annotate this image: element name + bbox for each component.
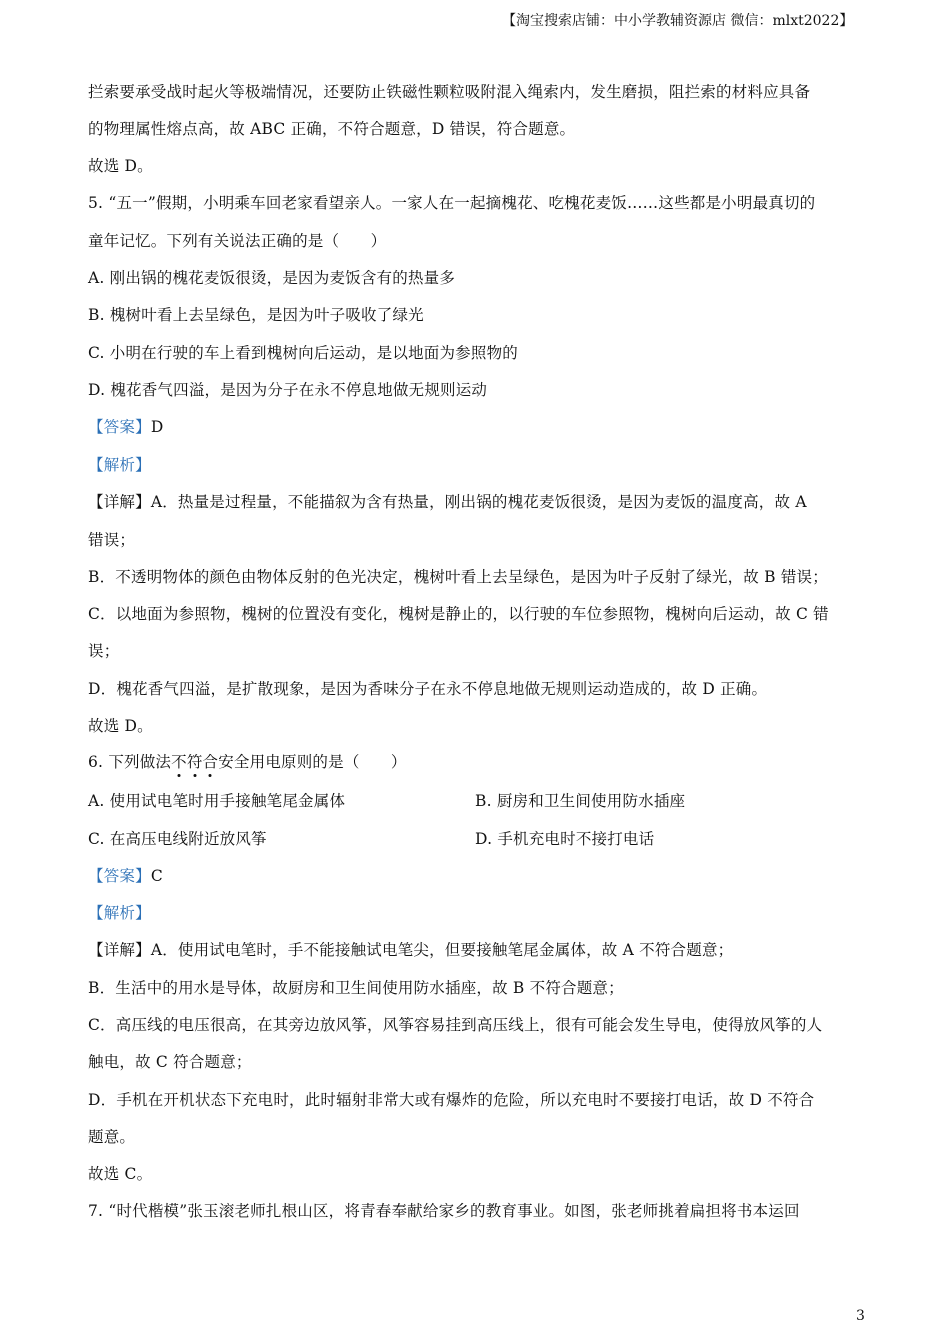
q5-detail-label: 【详解】 (88, 493, 151, 511)
q6-stem-emphasis-2: 符 (186, 753, 203, 771)
q6-explanation-2: B．生活中的用水是导体，故厨房和卫生间使用防水插座，故 B 不符合题意； (88, 979, 624, 997)
q6-conclusion: 故选 C。 (88, 1165, 153, 1183)
q5-explanation-6: D．槐花香气四溢，是扩散现象，是因为香味分子在永不停息地做无规则运动造成的，故 D 正确。 (88, 680, 768, 698)
q5-option-a: A. 刚出锅的槐花麦饭很烫，是因为麦饭含有的热量多 (88, 269, 456, 287)
q5-explanation-1 (88, 492, 807, 512)
q5-answer-label: 【答案】 (88, 418, 151, 436)
q6-stem-pre: 6. 下列做法 (88, 753, 172, 771)
q5-option-c: C. 小明在行驶的车上看到槐树向后运动，是以地面为参照物的 (88, 344, 518, 362)
q6-answer-value: C (150, 867, 163, 885)
q5-stem-line-2: 童年记忆。下列有关说法正确的是（ ） (88, 232, 387, 250)
q6-answer-label: 【答案】 (88, 867, 151, 885)
q5-explanation-5: 误； (88, 642, 120, 660)
page-header: 【淘宝搜索店铺：中小学教辅资源店 微信：mlxt2022】 (502, 13, 854, 29)
q6-explanation-3: C．高压线的电压很高，在其旁边放风筝，风筝容易挂到高压线上，很有可能会发生导电，使得放风筝的人 (88, 1016, 823, 1034)
q5-option-d: D. 槐花香气四溢，是因为分子在永不停息地做无规则运动 (88, 381, 488, 399)
q5-option-b: B. 槐树叶看上去呈绿色，是因为叶子吸收了绿光 (88, 306, 424, 324)
page-number: 3 (856, 1308, 865, 1324)
q6-analysis-label: 【解析】 (88, 904, 151, 922)
q6-stem-emphasis-3: 合 (202, 753, 219, 771)
q5-explanation-1-text: A．热量是过程量，不能描叙为含有热量，刚出锅的槐花麦饭很烫，是因为麦饭的温度高，故 A (150, 493, 807, 511)
q5-analysis-label: 【解析】 (88, 456, 151, 474)
q6-option-b: B. 厨房和卫生间使用防水插座 (475, 792, 686, 810)
q5-explanation-4: C．以地面为参照物，槐树的位置没有变化，槐树是静止的，以行驶的车位参照物，槐树向后运动，故 C 错 (88, 605, 829, 623)
q5-stem-line-1: 5. “五一”假期，小明乘车回老家看望亲人。一家人在一起摘槐花、吃槐花麦饭……这些都是小明最真切的 (88, 194, 816, 212)
q6-explanation-1-text: A．使用试电笔时，手不能接触试电笔尖，但要接触笔尾金属体，故 A 不符合题意； (150, 941, 734, 959)
q6-option-d: D. 手机充电时不接打电话 (475, 830, 655, 848)
q6-explanation-1 (88, 940, 733, 960)
prev-text-line-1: 拦索要承受战时起火等极端情况，还要防止铁磁性颗粒吸附混入绳索内，发生磨损，阻拦索的材料应具备 (88, 83, 811, 101)
q6-options-row-1 (88, 791, 345, 811)
prev-conclusion: 故选 D。 (88, 157, 153, 175)
q6-detail-label: 【详解】 (88, 941, 151, 959)
q6-option-a: A. 使用试电笔时用手接触笔尾金属体 (88, 792, 346, 810)
q5-answer-value: D (150, 418, 164, 436)
q6-explanation-5: D．手机在开机状态下充电时，此时辐射非常大或有爆炸的危险，所以充电时不要接打电话，故 D 不符合 (88, 1091, 815, 1109)
q6-explanation-4: 触电，故 C 符合题意； (88, 1053, 252, 1071)
q6-option-c: C. 在高压电线附近放风筝 (88, 830, 267, 848)
prev-text-line-2: 的物理属性熔点高，故 ABC 正确，不符合题意，D 错误，符合题意。 (88, 120, 576, 138)
q7-stem-line-1: 7. “时代楷模”张玉滚老师扎根山区，将青春奉献给家乡的教育事业。如图，张老师挑着扁担将书本运回 (88, 1202, 800, 1220)
q5-answer (88, 417, 163, 437)
q5-conclusion: 故选 D。 (88, 717, 153, 735)
q6-stem-post: 安全用电原则的是（ ） (218, 753, 407, 771)
q6-stem (88, 752, 407, 772)
q6-answer (88, 866, 163, 886)
q5-explanation-3: B．不透明物体的颜色由物体反射的色光决定，槐树叶看上去呈绿色，是因为叶子反射了绿光，故 B 错误； (88, 568, 828, 586)
q5-explanation-2: 错误； (88, 531, 136, 549)
q6-stem-emphasis-1: 不 (171, 753, 187, 771)
q6-explanation-6: 题意。 (88, 1128, 136, 1146)
